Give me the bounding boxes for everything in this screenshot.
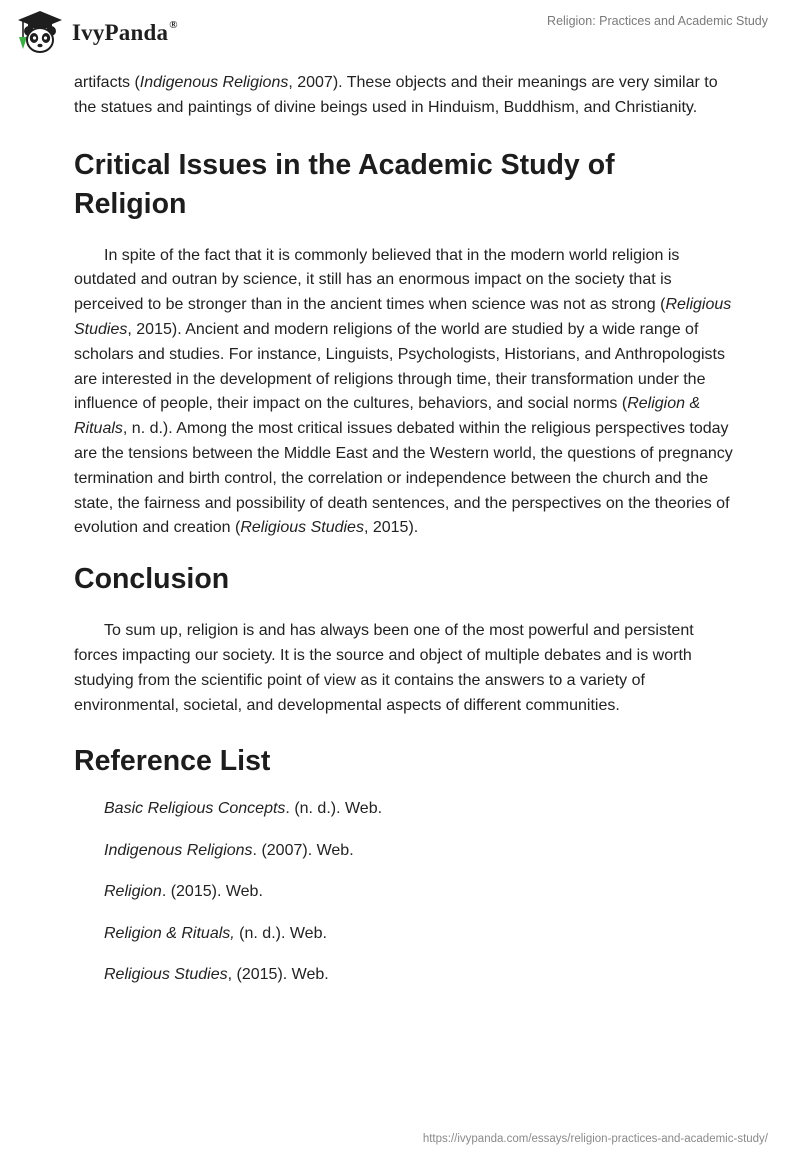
- reference-item: Indigenous Religions. (2007). Web.: [104, 841, 354, 859]
- reference-item: Basic Religious Concepts. (n. d.). Web.: [104, 800, 383, 818]
- citation: Religious Studies: [74, 296, 732, 338]
- conclusion-paragraph: To sum up, religion is and has always been one of the most powerful and persistent forces impacting our society. It is the source and object of multiple debates and is worth studying from the scientific point of view as it contains the answers to a variety of environmental, societal, and developmental aspects of different communities.: [74, 622, 694, 714]
- ivypanda-logo[interactable]: [14, 9, 178, 55]
- reference-item: Religion & Rituals, (n. d.). Web.: [104, 924, 327, 942]
- citation: Indigenous Religions: [139, 74, 289, 91]
- intro-paragraph: artifacts (Indigenous Religions, 2007). These objects and their meanings are very similar to the statues and paintings of divine beings used in Hinduism, Buddhism, and Christianity.: [74, 74, 718, 116]
- section-heading-critical-issues: Critical Issues in the Academic Study of Religion: [74, 148, 615, 220]
- reference-item: Religion. (2015). Web.: [104, 883, 263, 901]
- panda-graduate-icon: [14, 9, 66, 55]
- citation: Religious Studies: [240, 519, 364, 537]
- logo-wordmark: IvyPanda®: [72, 19, 178, 45]
- footer-url-link[interactable]: https://ivypanda.com/essays/religion-practices-and-academic-study/: [422, 1133, 768, 1145]
- document-title: Religion: Practices and Academic Study: [547, 14, 768, 28]
- registered-mark: ®: [169, 19, 178, 32]
- citation: Religion & Rituals: [74, 395, 701, 438]
- section-heading-conclusion: Conclusion: [74, 563, 230, 596]
- page-header: [0, 0, 800, 70]
- section-heading-reference-list: Reference List: [74, 745, 271, 778]
- reference-list: [74, 797, 734, 987]
- reference-item: Religious Studies, (2015). Web.: [104, 966, 329, 984]
- critical-issues-paragraph: In spite of the fact that it is commonly believed that in the modern world religion is outdated and outran by science, it still has an enormous impact on the society that is perceived to be stronger than in the ancient times when science was not as strong (Religious Studies, 2015). Ancient and modern religions of the world are studied by a wide range of scholars and studies. For instance, Linguists, Psychologists, Historians, and Anthropologists are interested in the development of religions through time, their transformation under the influence of people, their impact on the cultures, behaviors, and social norms (Religion & Rituals, n. d.). Among the most critical issues debated within the religious perspectives today are the tensions between the Middle East and the Western world, the questions of pregnancy termination and birth control, the correlation or independence between the church and the state, the fairness and possibility of death sentences, and the perspectives on the theories of evolution and creation (Religious Studies, 2015).: [74, 246, 733, 537]
- essay-content: [74, 71, 734, 1005]
